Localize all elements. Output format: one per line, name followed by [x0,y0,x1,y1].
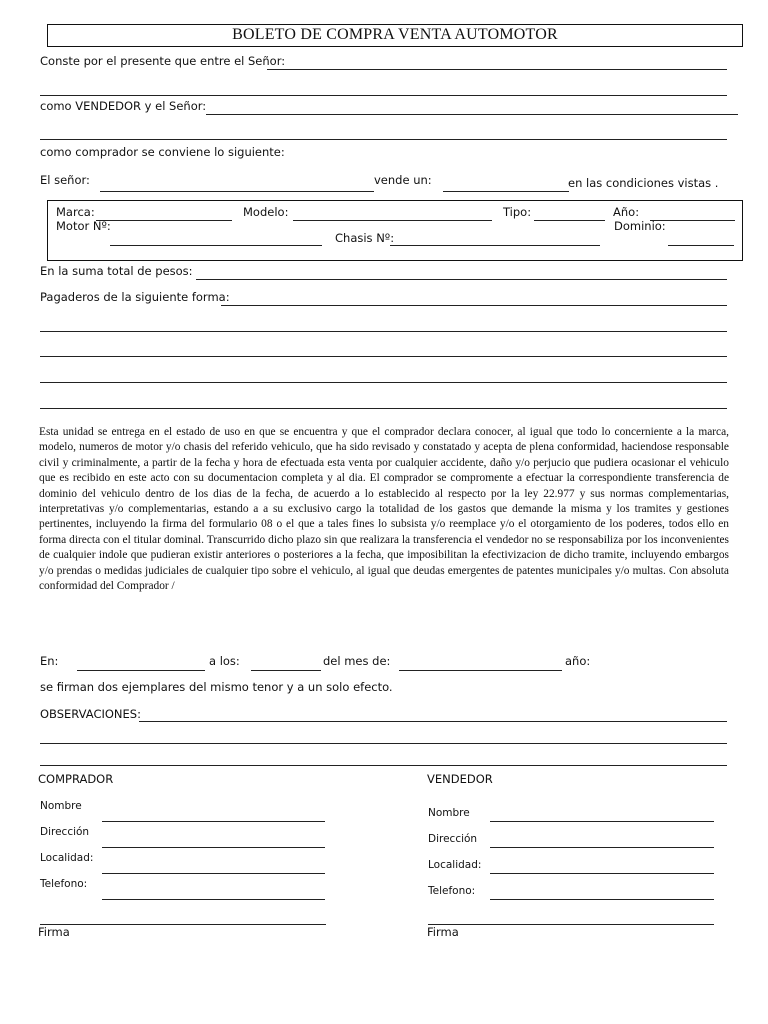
vendedor-nombre-line[interactable] [490,821,714,822]
vendedor-localidad-line[interactable] [490,873,714,874]
suma-line[interactable] [196,279,727,280]
pago-line-3[interactable] [40,382,727,383]
vendedor-telefono-label: Telefono: [428,885,476,897]
del-mes-line[interactable] [399,670,562,671]
vendedor-localidad-label: Localidad: [428,859,482,871]
firman-label: se firman dos ejemplares del mismo tenor y a un solo efecto. [40,680,393,694]
comprador-extra-line[interactable] [40,139,727,140]
comprador-firma-label: Firma [38,925,70,939]
pago-line-4[interactable] [40,408,727,409]
clausula-paragraph: Esta unidad se entrega en el estado de uso en que se encuentra y que el comprador declara conocer, al igual que todo lo concerniente a la marca, modelo, numeros de motor y/o chasis del referido vehiculo, que ha sido revisado y constatado y acepta de plena conformidad, haciendose responsable civil y criminalmente, a partir de la fecha y hora de efectuada esta venta por cualquier accidente, daño y/o perjucio que pudiera ocasionar el vehiculo que es recibido en este acto con su documentacion completa y al dia. El comprador se compromente a efectuar la correspondiente transferencia de dominio del vehiculo dentro de los dias de la fecha, de acuerdo a lo establecido al respecto por la ley 22.977 y sus normas complementarias, interpretativas y/o complementarias, estando a a su exclusivo cargo la totalidad de los gastos que demande la misma y los tramites y gestiones pertinentes, incluyendo la firma del formulario 08 o el que a tales fines lo subsista y/o reemplace y/o el otorgamiento de los poderes, todos ello en forma directa con el titular dominal. Transcurrido dicho plazo sin que realizara la transferencia el vendedor no se responsabiliza por los inconvenientes de cualquier indole que pudieran existir anteriores o posteriores a la fecha, que imposibilitan la efectivizacion de dicho tramite, incluyendo embargos y/o prendas o medidas judiciales de cualquier tipo sobre el vehiculo, al igual que deudas emergentes de patentes municipales y/o multas. Con absoluta conformidad del Comprador / [39,426,729,593]
como-comprador-label: como comprador se conviene lo siguiente: [40,145,285,159]
vendedor-nombre-label: Nombre [428,807,470,819]
motor-line[interactable] [110,245,322,246]
tipo-label: Tipo: [503,205,532,219]
vendedor-direccion-label: Dirección [428,833,478,845]
pagaderos-label: Pagaderos de la siguiente forma: [40,290,230,304]
marca-line[interactable] [96,220,232,221]
en-label: En: [40,654,59,668]
chasis-label: Chasis Nº: [335,231,395,245]
document-title: BOLETO DE COMPRA VENTA AUTOMOTOR [232,26,558,43]
suma-label: En la suma total de pesos: [40,264,193,278]
observaciones-line-2[interactable] [40,743,727,744]
en-line[interactable] [77,670,205,671]
observaciones-label: OBSERVACIONES: [40,707,141,721]
anio-label: Año: [613,205,640,219]
pago-line-1[interactable] [40,331,727,332]
modelo-label: Modelo: [243,205,289,219]
el-senor-line[interactable] [100,191,374,192]
observaciones-line-1[interactable] [139,721,727,722]
vende-un-line[interactable] [443,191,569,192]
comprador-header: COMPRADOR [38,772,114,786]
condiciones-label: en las condiciones vistas . [568,176,719,190]
vendedor-firma-label: Firma [427,925,459,939]
vendedor-telefono-line[interactable] [490,899,714,900]
marca-label: Marca: [56,205,95,219]
title-box [47,24,743,47]
dominio-line[interactable] [668,245,734,246]
comprador-nombre-label: Nombre [40,800,82,812]
modelo-line[interactable] [293,220,492,221]
conste-label: Conste por el presente que entre el Señor: [40,54,286,68]
anio-fecha-label: año: [565,654,591,668]
vendedor-firma-line[interactable] [428,924,714,925]
el-senor-label: El señor: [40,173,90,187]
pagaderos-line[interactable] [221,305,727,306]
comprador-localidad-line[interactable] [102,873,325,874]
a-los-label: a los: [209,654,240,668]
comprador-firma-line[interactable] [40,924,326,925]
pago-line-2[interactable] [40,356,727,357]
comprador-telefono-line[interactable] [102,899,325,900]
comprador-direccion-line[interactable] [102,847,325,848]
a-los-line[interactable] [251,670,321,671]
vende-un-label: vende un: [374,173,432,187]
vendedor-name-line[interactable] [267,69,727,70]
tipo-line[interactable] [534,220,605,221]
comprador-direccion-label: Dirección [40,826,90,838]
motor-label: Motor Nº: [56,219,111,233]
comprador-telefono-label: Telefono: [40,878,88,890]
vendedor-direccion-line[interactable] [490,847,714,848]
vendedor-extra-line[interactable] [40,95,727,96]
vendedor-header: VENDEDOR [427,772,493,786]
comprador-nombre-line[interactable] [102,821,325,822]
dominio-label: Dominio: [614,219,666,233]
comprador-localidad-label: Localidad: [40,852,94,864]
comprador-name-line[interactable] [206,114,738,115]
del-mes-label: del mes de: [323,654,391,668]
observaciones-line-3[interactable] [40,765,727,766]
como-vendedor-label: como VENDEDOR y el Señor: [40,99,207,113]
chasis-line[interactable] [390,245,600,246]
